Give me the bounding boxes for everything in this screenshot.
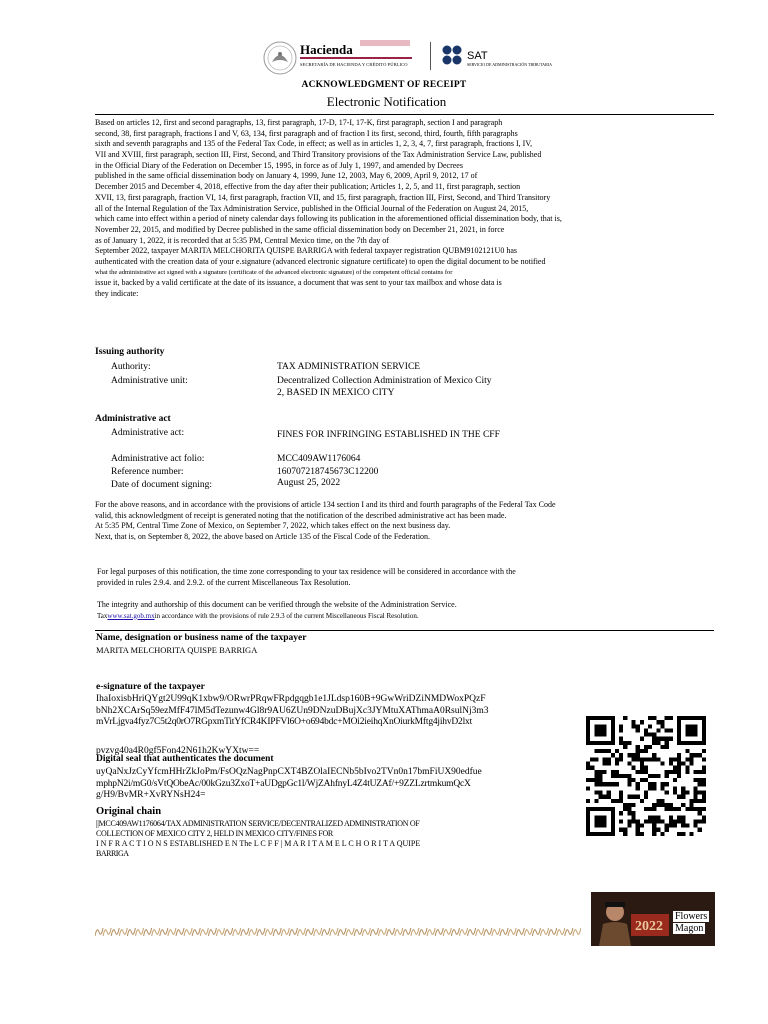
intro-line: they indicate: [95,289,139,298]
digital-seal-block [96,767,482,802]
hacienda-subtitle: SECRETARÍA DE HACIENDA Y CRÉDITO PÚBLICO [300,62,408,67]
folio-value: MCC409AW1176064 [277,454,361,464]
authority-value: TAX ADMINISTRATION SERVICE [277,362,421,372]
header-decoration [360,40,410,46]
intro-line: sixth and seventh paragraphs and 135 of the Federal Tax Code, in effect; as well as in articles 1, 2, 3, 4, 7, first paragraph, fractions I, IV, [95,139,533,149]
intro-line: September 2022, taxpayer MARITA MELCHORITA QUISPE BARRIGA with federal taxpayer registration QUBM9102121U0 has [95,246,517,256]
original-chain-heading: Original chain [96,806,162,817]
integrity-line: The integrity and authorship of this document can be verified through the website of the Administration Service. [97,600,457,609]
taxpayer-name: MARITA MELCHORITA QUISPE BARRIGA [96,645,258,655]
reference-value: 160707218745673C12200 [277,467,379,477]
act-label: Administrative act: [111,428,185,438]
esignature-line: bNh2XCArSq59ezMfF47lM5dTezunw4Gl8r9AU6ZUn9DNzuDBujXc3JYMtuXAThmaA0RsulNj3m3 [96,705,489,716]
integrity-suffix: in accordance with the provisions of rule 2.9.3 of the current Miscellaneous Fiscal Resolution. [154,611,419,620]
integrity-prefix: Tax [97,611,108,620]
intro-line: all of the Internal Regulation of the Tax Administration Service, published in the Official Journal of the Federation on August 24, 2015, [95,203,529,213]
intro-line: in the Official Diary of the Federation on December 15, 1995, in force as of July 1, 1997, and amended by Decrees [95,160,463,170]
esignature-block [96,694,489,757]
intro-line: published in the same official dissemination body on January 4, 1999, June 12, 2003, May 6, 2009, April 9, 2012, 17 of [95,171,478,181]
unit-value-2: 2, BASED IN MEXICO CITY [277,388,395,398]
esignature-line: mVrLjgva4fyz7C5t2q0rO7RGpxmTitYfCR4KIPFVl6O+o694bdc+MOi2ieihqXnOiurkMftg4jihvD2lxt [96,717,473,727]
seal-line: uyQaNxJzCyYfcmHHrZkJoPm/FsOQzNagPnpCXT4BZOlaIECNb5bIvo2TVn0n17bmFiUX90edfue [96,767,482,777]
esignature-line: IhaIoxisbHriQYgt2U99qK1xbw9/ORwrPRqwFRpdgqgb1e1JLdsp160B+9GwWriDZiNMDWoxPQzF [96,694,486,704]
unit-value: Decentralized Collection Administration of Mexico City [277,376,492,386]
notification-line: valid, this acknowledgment of receipt is generated noting that the notification of the described administrative act has been made. [95,510,507,520]
chain-line: ||MCC409AW1176064/TAX ADMINISTRATION SERVICE/DECENTRALIZED ADMINISTRATION OF [96,819,420,828]
esignature-heading: e-signature of the taxpayer [96,682,205,692]
sat-name: SAT [467,50,488,62]
notification-line: For the above reasons, and in accordance with the provisions of article 134 section I and its third and fourth paragraphs of the Federal Tax Code [95,500,556,509]
intro-line: as of January 1, 2022, it is recorded that at 5:35 PM, Central Mexico time, on the 7th day of [95,235,389,245]
section-rule [95,630,714,631]
intro-line: November 22, 2015, and modified by Decree published in the same official dissemination body on December 21, 2021, in force [95,224,505,234]
intro-line: what the administrative act signed with a signature (certificate of the advanced electronic signature) of the competent official contains for [95,268,453,276]
intro-line: XVII, 13, first paragraph, fraction VI, 14, first paragraph, fraction VII, and 15, first paragraph, fraction III, First, Second, and Third Transitory [95,192,551,202]
sat-website-link[interactable]: www.sat.gob.mx [107,611,155,620]
sat-logo-icon [441,44,463,66]
seal-line: g/H9/BvMR+XvRYNsH24= [96,790,206,800]
authority-label: Authority: [111,362,151,372]
notification-line: At 5:35 PM, Central Time Zone of Mexico, on September 7, 2022, which takes effect on the next business day. [95,521,451,531]
intro-line: Based on articles 12, first and second paragraphs, 13, first paragraph, 17-D, 17-I, 17-K, first paragraph, section I and paragraph [95,118,503,127]
mexico-eagle-icon [262,40,298,76]
esignature-line: pvzvg40a4R0gf5Fon42N61h2KwYXtw== [96,745,260,756]
seal-line: mphpN2i/mG0/sVtQObeAc/00kGzu3ZxoT+aUDgpGc1l/WjZAhfnyL4Z4tUZAf/+9ZZLzrtmkumQcX [96,778,471,789]
spacer [96,729,489,746]
intro-line: issue it, backed by a valid certificate at the date of its issuance, a document that was sent to your tax mailbox and whose data is [95,278,502,288]
intro-paragraph [95,118,715,300]
intro-line: December 2015 and December 4, 2018, effective from the day after their publication; Articles 1, 2, 5, and 11, first paragraph, section [95,182,521,192]
intro-line: authenticated with the creation data of your e.signature (advanced electronic signature certificate) to open the digital document to be notified [95,256,546,266]
chain-line: BARRIGA [96,849,129,858]
issuing-authority-heading: Issuing authority [95,347,165,357]
integrity-paragraph [97,600,457,621]
intro-line: which came into effect within a period of ninety calendar days following its publication in the aforementioned official dissemination body, that is, [95,214,562,224]
document-title: ACKNOWLEDGMENT OF RECEIPT [301,80,467,90]
chain-line: I N F R A C T I O N S ESTABLISHED E N The L C F F | M A R I T A M E L C H O R I T A QUIPE [96,839,421,848]
header-divider [430,42,431,70]
qr-code-icon [586,716,706,836]
original-chain-block [96,819,420,859]
decorative-border [95,924,581,938]
administrative-act-heading: Administrative act [95,414,171,424]
hacienda-name: Hacienda [300,42,353,57]
intro-line: second, 38, first paragraph, fractions I and V, 63, 134, first paragraph and of fraction I its first, second, third, fourth, fifth paragraphs [95,128,518,138]
intro-line: VII and XVIII, first paragraph, section III, First, Second, and Third Transitory provisions of the Tax Administration Service Law, published [95,150,542,160]
notification-paragraph [95,500,556,543]
chain-line: COLLECTION OF MEXICO CITY 2, HELD IN MEXICO CITY/FINES FOR [96,829,333,838]
hacienda-underline [300,57,412,59]
notification-line: Next, that is, on September 8, 2022, the above based on Article 135 of the Fiscal Code of the Federation. [95,532,431,542]
badge-title-2: Magon [675,923,704,934]
document-subtitle: Electronic Notification [326,94,447,109]
badge-title-1: Flowers [675,911,708,922]
timezone-line: provided in rules 2.9.4. and 2.9.2. of the current Miscellaneous Tax Resolution. [97,577,351,587]
taxpayer-heading: Name, designation or business name of the taxpayer [96,633,307,643]
date-value: August 25, 2022 [277,478,341,488]
unit-label: Administrative unit: [111,376,188,386]
sat-subtitle: SERVICIO DE ADMINISTRACIÓN TRIBUTARIA [467,62,552,67]
svg-text:2022: 2022 [635,919,663,934]
date-label: Date of document signing: [111,480,213,490]
act-value: FINES FOR INFRINGING ESTABLISHED IN THE CFF [277,430,500,440]
timezone-line: For legal purposes of this notification, the time zone corresponding to your tax residence will be considered in accordance with the [97,567,516,576]
folio-label: Administrative act folio: [111,454,205,464]
title-rule [95,114,714,115]
digital-seal-heading: Digital seal that authenticates the document [96,754,274,764]
timezone-paragraph [97,567,516,588]
reference-label: Reference number: [111,467,184,477]
